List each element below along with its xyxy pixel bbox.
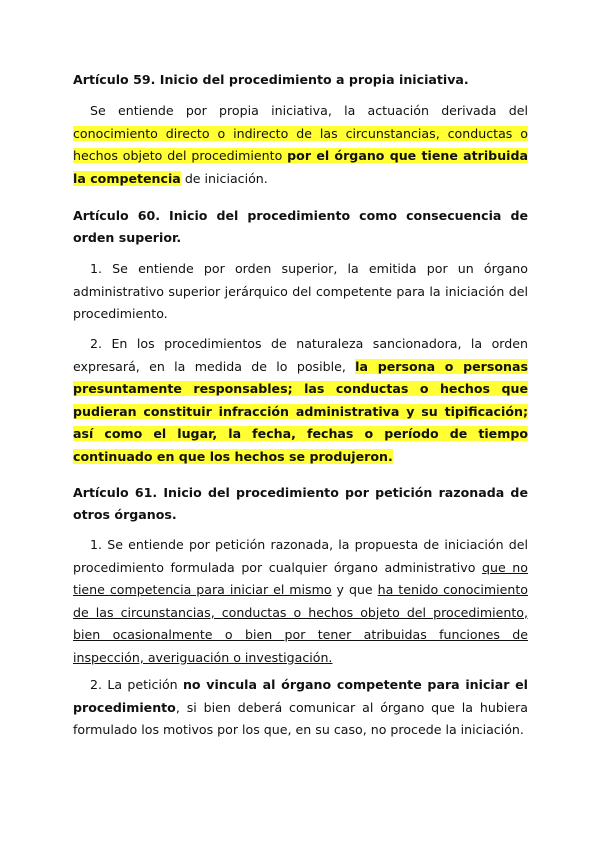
highlighted-bold-text: la persona o personas presuntamente responsables; las conductas o hechos que pudieran constituir infracción administrativa y su tipificación; así como el lugar, la fecha, fechas o período de tiempo continuado en que los hechos se produjeron. bbox=[73, 358, 528, 464]
text-run: de iniciación. bbox=[180, 170, 268, 186]
article-60-paragraph-1 bbox=[73, 258, 528, 326]
text-run: 2. La petición bbox=[90, 677, 183, 692]
text-run: , si bien deberá comunicar al órgano que la hubiera formulado los motivos por los que, en su caso, no procede la iniciación. bbox=[73, 699, 528, 737]
article-60-heading: Artículo 60. Inicio del procedimiento como consecuencia de orden superior. bbox=[73, 208, 528, 245]
underlined-text: ha tenido conocimiento de las circunstancias, conductas o hechos objeto del procedimiento, bien ocasionalmente o bien por tener atribuidas funciones de inspección, averiguación o investigación. bbox=[73, 582, 528, 665]
article-61-paragraph-1 bbox=[73, 534, 528, 669]
article-59-heading: Artículo 59. Inicio del procedimiento a propia iniciativa. bbox=[73, 72, 469, 87]
article-60-paragraph-2 bbox=[73, 333, 528, 468]
text-run: y que bbox=[331, 582, 378, 597]
text-run: 1. Se entiende por petición razonada, la propuesta de iniciación del procedimiento formulada por cualquier órgano administrativo bbox=[73, 537, 528, 575]
highlighted-text: conocimiento directo o indirecto de las circunstancias, conductas o hechos objeto del procedimiento bbox=[73, 125, 528, 163]
text-run: 2. En los procedimientos de naturaleza sancionadora, la orden expresará, en la medida de lo posible, bbox=[73, 336, 528, 374]
highlighted-bold-text: por el órgano que tiene atribuida la competencia bbox=[73, 148, 528, 186]
underlined-text: que no tiene competencia para iniciar el mismo bbox=[73, 559, 528, 597]
bold-text: no vincula al órgano competente para iniciar el procedimiento bbox=[73, 677, 528, 715]
article-59-paragraph bbox=[73, 100, 528, 190]
article-61-heading: Artículo 61. Inicio del procedimiento por petición razonada de otros órganos. bbox=[73, 485, 528, 522]
article-61-paragraph-2 bbox=[73, 674, 528, 742]
text-run: 1. Se entiende por orden superior, la emitida por un órgano administrativo superior jerárquico del competente para la iniciación del procedimiento. bbox=[73, 261, 528, 321]
text-run: Se entiende por propia iniciativa, la actuación derivada del bbox=[90, 103, 528, 118]
